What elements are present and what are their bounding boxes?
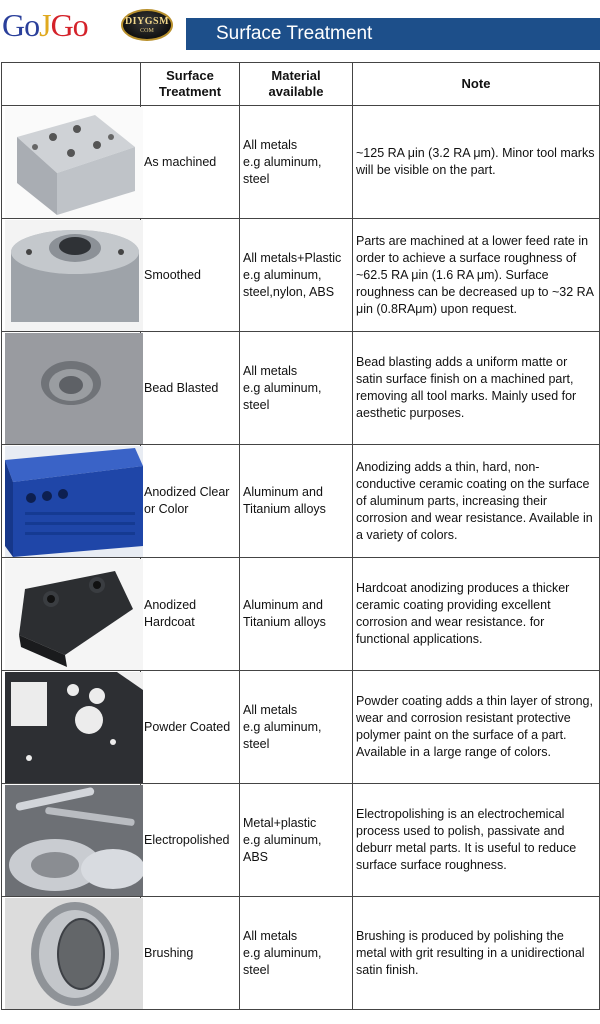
table-row — [2, 671, 600, 784]
brushed-ring-photo — [5, 898, 143, 1009]
material-cell — [240, 784, 353, 897]
treatment-cell: As machined — [141, 106, 240, 219]
smoothed-flange-part-photo — [5, 220, 143, 331]
material-line: e.g aluminum, — [243, 154, 322, 169]
table-row — [2, 332, 600, 445]
powder-coated-panel-photo — [5, 672, 143, 783]
logo-go-left: Go — [2, 7, 40, 43]
material-cell — [240, 219, 353, 332]
bead-blasted-plate-photo — [5, 333, 143, 444]
page-title: Surface Treatment — [186, 18, 600, 50]
material-line: Aluminum and — [243, 485, 323, 499]
diygsm-badge-logo — [121, 9, 173, 41]
material-line: Titanium alloys — [243, 615, 326, 629]
row-image-cell — [2, 671, 141, 784]
material-line: steel — [243, 171, 270, 186]
material-line: steel — [243, 962, 270, 977]
gojgo-logo — [2, 9, 88, 41]
column-header: Note — [353, 63, 600, 106]
material-line: All metals+Plastic — [243, 250, 342, 265]
note-cell: Powder coating adds a thin layer of strong, wear and corrosion resistant protective polymer paint on the surface of a part. Available in a large range of colors. — [353, 671, 600, 784]
note-cell: Brushing is produced by polishing the metal with grit resulting in a unidirectional satin finish. — [353, 897, 600, 1010]
material-line: steel,nylon, ABS — [243, 284, 335, 299]
treatment-cell: Anodized Clear or Color — [141, 445, 240, 558]
page-header — [0, 0, 600, 50]
material-cell — [240, 558, 353, 671]
treatment-cell: Electropolished — [141, 784, 240, 897]
treatment-cell: Smoothed — [141, 219, 240, 332]
table-row — [2, 106, 600, 219]
material-line: e.g aluminum, — [243, 945, 322, 960]
material-cell — [240, 897, 353, 1010]
treatment-cell: Brushing — [141, 897, 240, 1010]
column-header: Surface Treatment — [141, 63, 240, 106]
table-header-row — [2, 63, 600, 106]
row-image-cell — [2, 219, 141, 332]
badge-subtext: COM — [140, 28, 154, 34]
machined-aluminum-block-photo — [5, 107, 143, 218]
row-image-cell — [2, 558, 141, 671]
material-line: e.g aluminum, — [243, 719, 322, 734]
table-row — [2, 445, 600, 558]
logo-j: J — [39, 7, 51, 43]
note-cell: Bead blasting adds a uniform matte or satin surface finish on a machined part, removing all tool marks. Mainly used for aesthetic purposes. — [353, 332, 600, 445]
material-cell — [240, 445, 353, 558]
table-row — [2, 784, 600, 897]
material-cell — [240, 106, 353, 219]
material-line: All metals — [243, 702, 298, 717]
note-cell: Hardcoat anodizing produces a thicker ceramic coating providing excellent corrosion and wear resistance. for functional applications. — [353, 558, 600, 671]
material-line: e.g aluminum, — [243, 832, 322, 847]
material-line: All metals — [243, 137, 298, 152]
material-line: e.g aluminum, — [243, 267, 322, 282]
material-line: ABS — [243, 849, 269, 864]
material-line: steel — [243, 397, 270, 412]
blue-anodized-housing-photo — [5, 446, 143, 557]
badge-text: DIYGSM — [124, 16, 170, 27]
material-line: Aluminum and — [243, 598, 323, 612]
note-cell: Anodizing adds a thin, hard, non-conductive ceramic coating on the surface of aluminum parts, increasing their corrosion and wear resistance. Available in a variety of colors. — [353, 445, 600, 558]
row-image-cell — [2, 106, 141, 219]
material-line: e.g aluminum, — [243, 380, 322, 395]
electropolished-parts-photo — [5, 785, 143, 896]
logo-go-right: Go — [50, 7, 88, 43]
surface-treatment-table — [1, 62, 600, 1010]
row-image-cell — [2, 332, 141, 445]
material-line: Metal+plastic — [243, 815, 317, 830]
table-row — [2, 558, 600, 671]
column-header: Material available — [240, 63, 353, 106]
table-row — [2, 219, 600, 332]
note-cell: ~125 RA μin (3.2 RA μm). Minor tool marks will be visible on the part. — [353, 106, 600, 219]
table-row — [2, 897, 600, 1010]
note-cell: Parts are machined at a lower feed rate in order to achieve a surface roughness of ~62.5 RA μin (1.6 RA μm). Surface roughness can be decreased up to ~32 RA μin (0.8RAμm) upon request. — [353, 219, 600, 332]
header-image-cell — [2, 63, 141, 106]
material-line: All metals — [243, 928, 298, 943]
row-image-cell — [2, 897, 141, 1010]
row-image-cell — [2, 784, 141, 897]
treatment-cell: Powder Coated — [141, 671, 240, 784]
row-image-cell — [2, 445, 141, 558]
black-hardcoat-part-photo — [5, 559, 143, 670]
treatment-cell: Bead Blasted — [141, 332, 240, 445]
note-cell: Electropolishing is an electrochemical process used to polish, passivate and deburr metal parts. It is useful to reduce surface surface roughness. — [353, 784, 600, 897]
material-line: Titanium alloys — [243, 502, 326, 516]
material-line: All metals — [243, 363, 298, 378]
material-line: steel — [243, 736, 270, 751]
material-cell — [240, 332, 353, 445]
material-cell — [240, 671, 353, 784]
treatment-cell: Anodized Hardcoat — [141, 558, 240, 671]
